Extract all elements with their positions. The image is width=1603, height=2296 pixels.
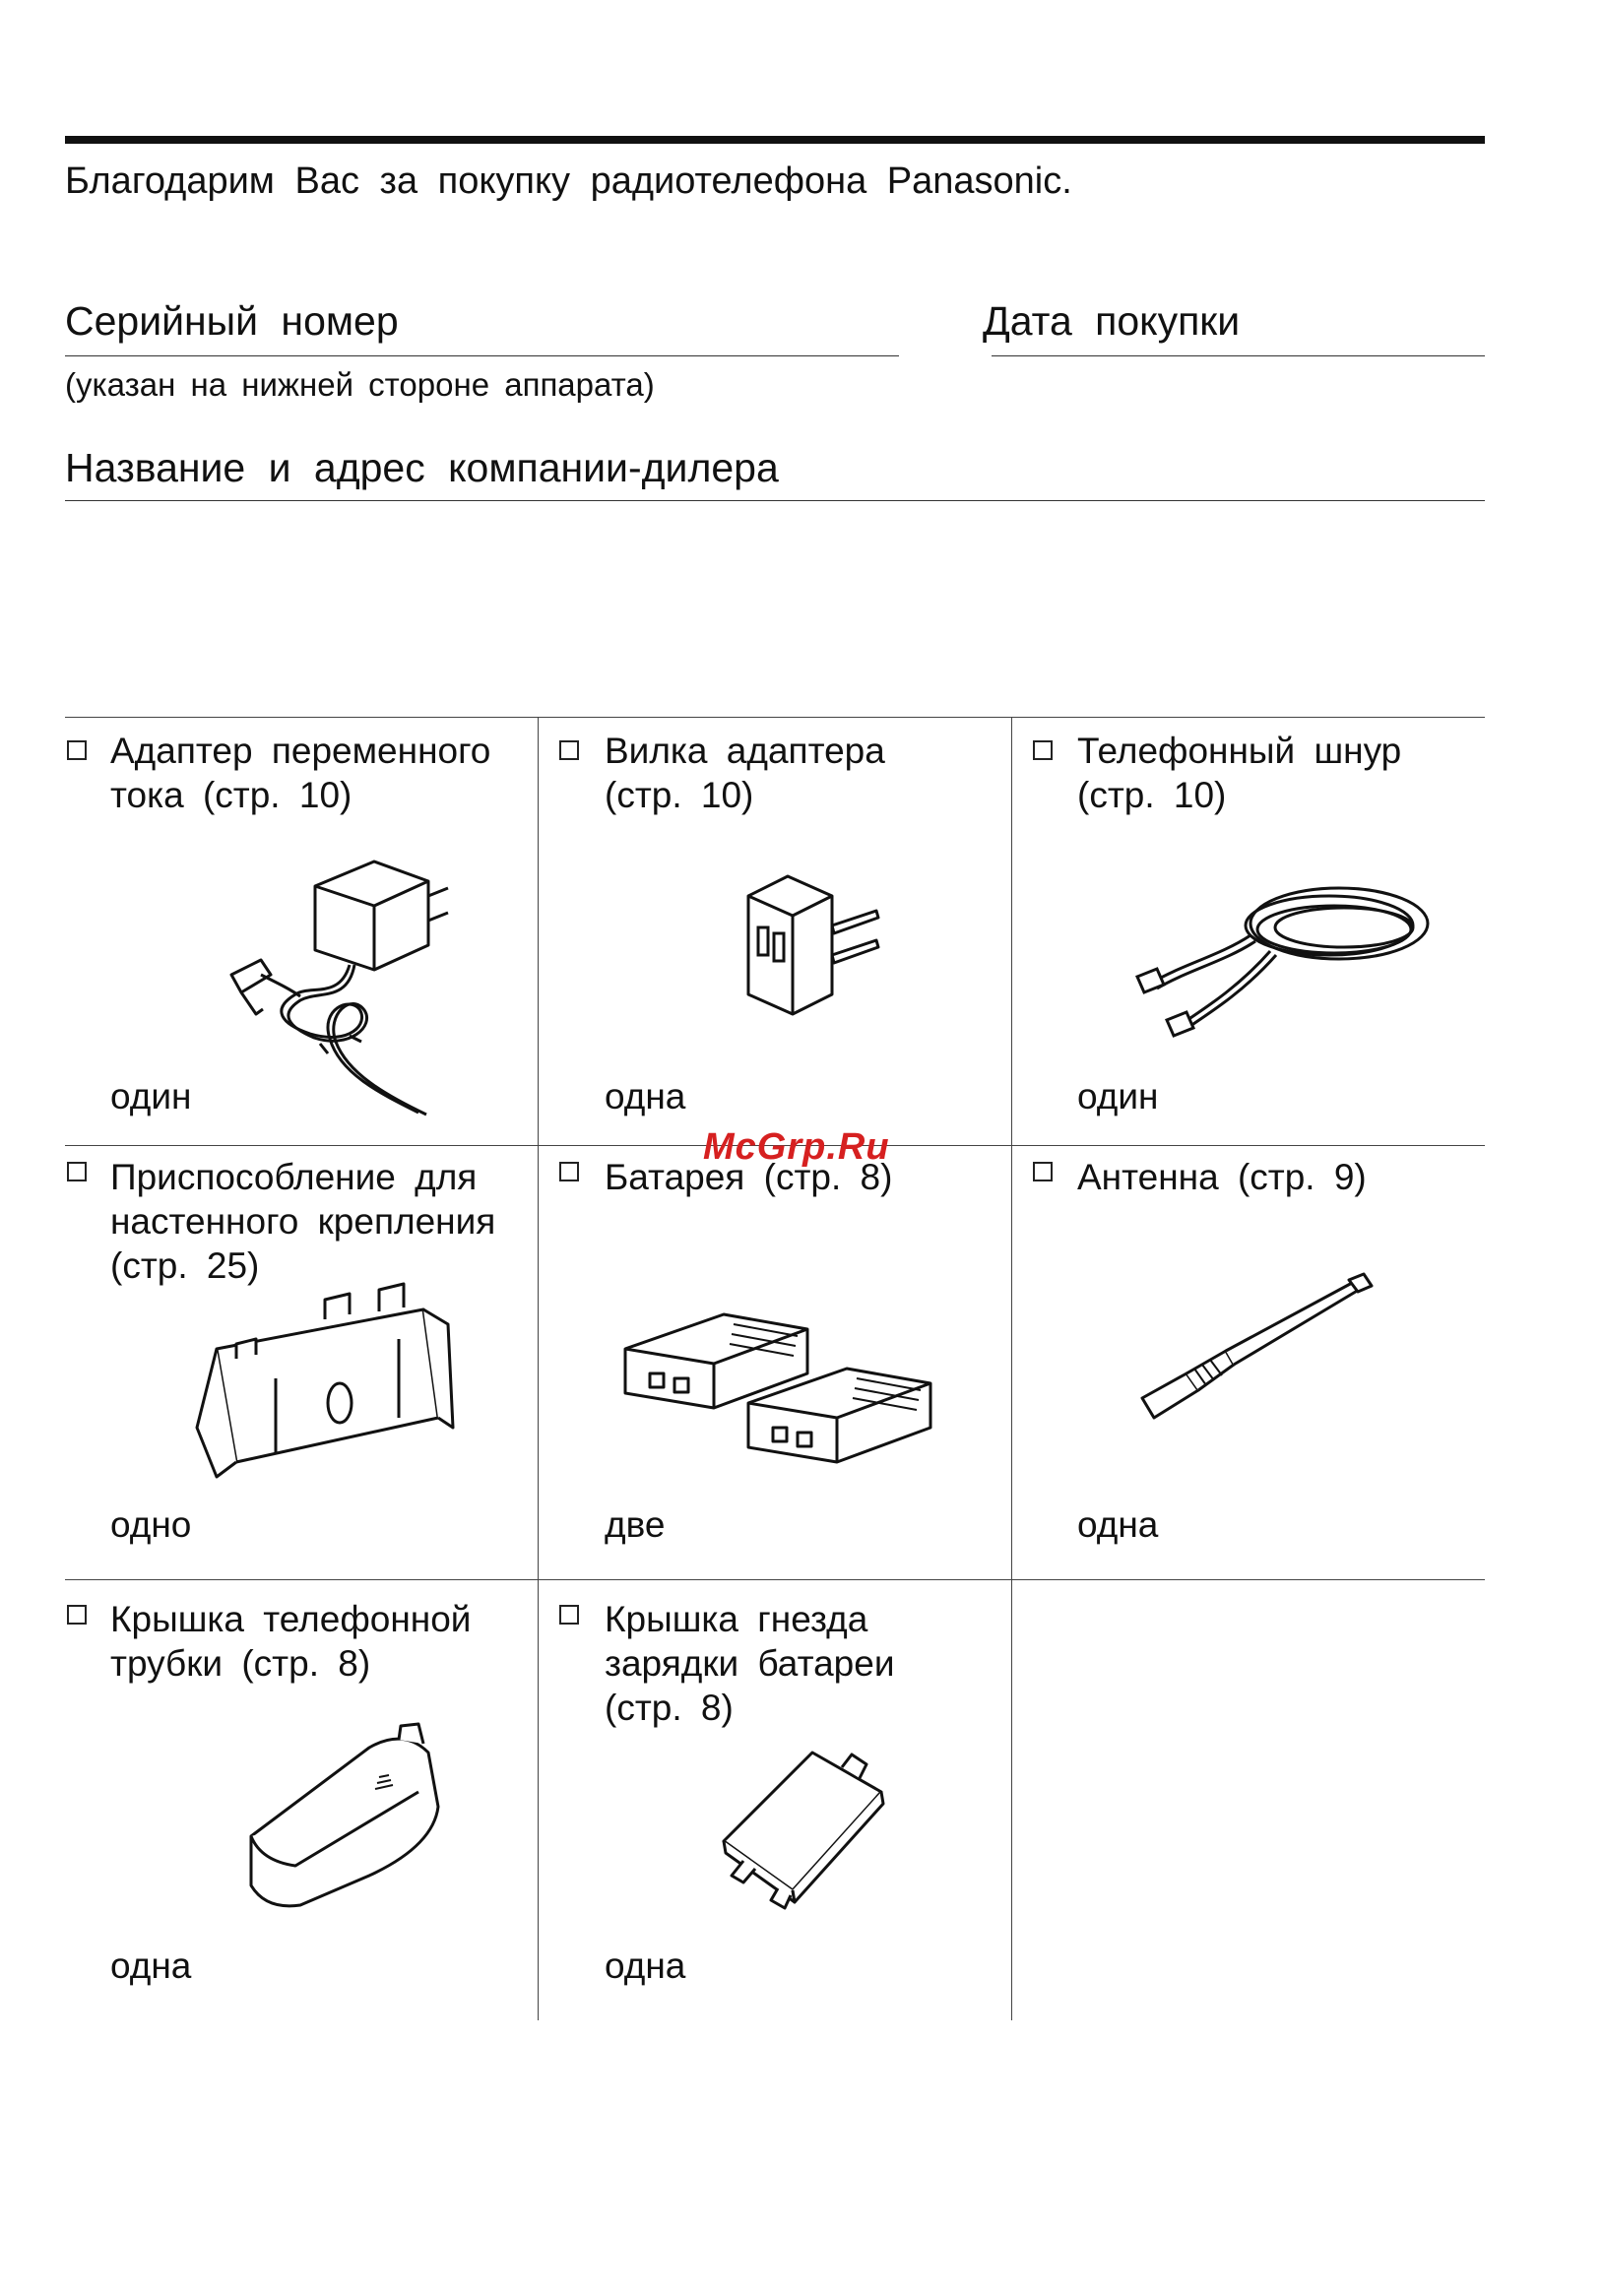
handset-cover-icon	[222, 1718, 458, 1915]
quantity: одна	[605, 1945, 686, 1986]
battery-cover-icon	[704, 1743, 911, 1920]
accessory-label-line: Вилка адаптера	[605, 731, 885, 771]
antenna-icon	[1127, 1270, 1383, 1437]
accessory-label-line: тока (стр. 10)	[110, 775, 353, 815]
quantity: один	[110, 1076, 192, 1116]
checkbox[interactable]	[67, 1605, 87, 1625]
accessory-label-line: Крышка телефонной	[110, 1599, 472, 1639]
ac-adapter-icon	[202, 827, 458, 1122]
checkbox[interactable]	[67, 740, 87, 760]
adapter-plug-icon	[729, 866, 886, 1024]
accessory-label-line: (стр. 8)	[605, 1688, 734, 1728]
accessory-label-line: (стр. 25)	[110, 1245, 260, 1286]
dealer-label: Название и адрес компании-дилера	[65, 445, 779, 490]
grid-col-line-2	[1011, 717, 1012, 2020]
checkbox[interactable]	[559, 1605, 579, 1625]
quantity: две	[605, 1504, 666, 1545]
checkbox[interactable]	[67, 1162, 87, 1181]
accessory-label-line: Телефонный шнур	[1077, 731, 1402, 771]
quantity: одна	[605, 1076, 686, 1116]
accessory-label-line: Антенна (стр. 9)	[1077, 1157, 1367, 1197]
serial-number-label: Серийный номер	[65, 298, 399, 344]
dealer-line	[65, 500, 1485, 501]
quantity: один	[1077, 1076, 1159, 1116]
checkbox[interactable]	[559, 740, 579, 760]
serial-number-line	[65, 355, 899, 356]
watermark: McGrp.Ru	[703, 1126, 890, 1168]
thanks-text: Благодарим Вас за покупку радиотелефона Panasonic.	[65, 160, 1072, 202]
accessory-label-line: настенного крепления	[110, 1201, 496, 1242]
accessory-label-line: зарядки батареи	[605, 1643, 895, 1684]
grid-col-line-1	[538, 717, 539, 2020]
checkbox[interactable]	[1033, 1162, 1053, 1181]
grid-row-line-2	[65, 1579, 1485, 1580]
purchase-date-line	[992, 355, 1485, 356]
checkbox[interactable]	[1033, 740, 1053, 760]
grid-top-line	[65, 717, 1485, 718]
telephone-cord-icon	[1122, 866, 1467, 1063]
checkbox[interactable]	[559, 1162, 579, 1181]
accessory-label-line: (стр. 10)	[605, 775, 754, 815]
accessory-label-line: (стр. 10)	[1077, 775, 1227, 815]
quantity: одна	[110, 1945, 192, 1986]
purchase-date-label: Дата покупки	[983, 298, 1241, 344]
battery-icon	[615, 1280, 960, 1477]
accessory-label-line: Батарея (стр. 8)	[605, 1157, 893, 1197]
accessory-label-line: Крышка гнезда	[605, 1599, 868, 1639]
accessory-label-line: Приспособление для	[110, 1157, 478, 1197]
wall-mount-adapter-icon	[177, 1280, 463, 1497]
serial-number-note: (указан на нижней стороне аппарата)	[65, 366, 655, 403]
quantity: одна	[1077, 1504, 1159, 1545]
quantity: одно	[110, 1504, 192, 1545]
top-rule	[65, 136, 1485, 144]
accessory-label-line: трубки (стр. 8)	[110, 1643, 371, 1684]
accessory-label-line: Адаптер переменного	[110, 731, 491, 771]
